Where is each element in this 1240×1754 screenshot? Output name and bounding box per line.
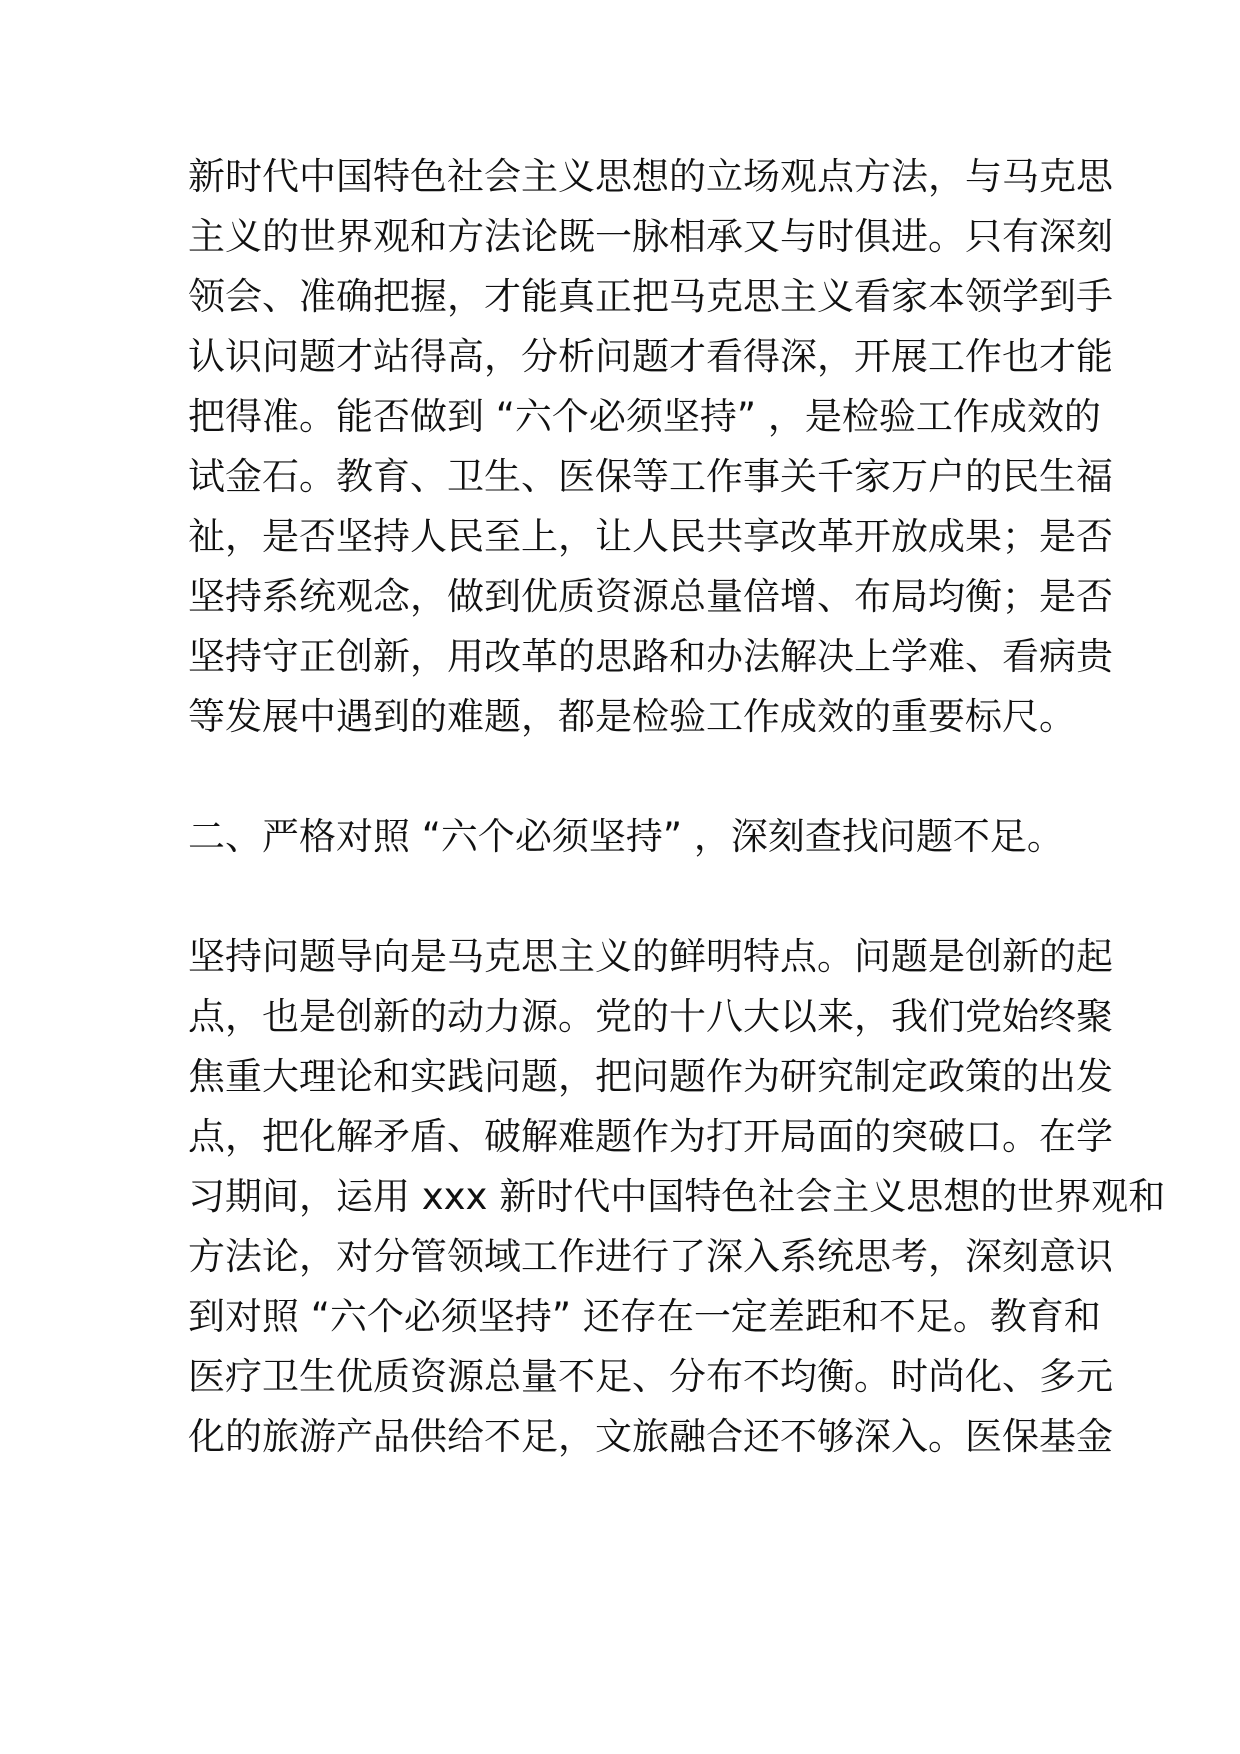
paragraph-1-line-2: 主义的世界观和方法论既一脉相承又与时俱进。只有深刻 [188, 215, 1113, 258]
paragraph-1-line-5: 把得准。能否做到 “六个必须坚持” ，是检验工作成效的 [188, 395, 1101, 438]
paragraph-1-line-9: 坚持守正创新，用改革的思路和办法解决上学难、看病贵 [188, 635, 1113, 678]
paragraph-1-line-3: 领会、准确把握，才能真正把马克思主义看家本领学到手 [188, 275, 1113, 318]
paragraph-2-line-1: 坚持问题导向是马克思主义的鲜明特点。问题是创新的起 [188, 935, 1113, 978]
paragraph-2-line-9: 化的旅游产品供给不足，文旅融合还不够深入。医保基金 [188, 1415, 1113, 1458]
paragraph-1-line-10: 等发展中遇到的难题，都是检验工作成效的重要标尺。 [188, 695, 1076, 738]
paragraph-2-line-2: 点，也是创新的动力源。党的十八大以来，我们党始终聚 [188, 995, 1113, 1038]
paragraph-1-line-6: 试金石。教育、卫生、医保等工作事关千家万户的民生福 [188, 455, 1113, 498]
paragraph-2-line-6: 方法论，对分管领域工作进行了深入系统思考，深刻意识 [188, 1235, 1113, 1278]
paragraph-2-line-4: 点，把化解矛盾、破解难题作为打开局面的突破口。在学 [188, 1115, 1113, 1158]
paragraph-2-line-5: 习期间，运用 xxx 新时代中国特色社会主义思想的世界观和 [188, 1175, 1166, 1218]
paragraph-1-line-8: 坚持系统观念，做到优质资源总量倍增、布局均衡；是否 [188, 575, 1113, 618]
paragraph-2-line-7: 到对照 “六个必须坚持” 还存在一定差距和不足。教育和 [188, 1295, 1101, 1338]
paragraph-2-line-3: 焦重大理论和实践问题，把问题作为研究制定政策的出发 [188, 1055, 1113, 1098]
paragraph-1-line-1: 新时代中国特色社会主义思想的立场观点方法，与马克思 [188, 155, 1113, 198]
paragraph-2-line-8: 医疗卫生优质资源总量不足、分布不均衡。时尚化、多元 [188, 1355, 1113, 1398]
paragraph-1-line-4: 认识问题才站得高，分析问题才看得深，开展工作也才能 [188, 335, 1113, 378]
paragraph-1-line-7: 祉，是否坚持人民至上，让人民共享改革开放成果；是否 [188, 515, 1113, 558]
section-heading: 二、严格对照 “六个必须坚持” ，深刻查找问题不足。 [188, 815, 1064, 858]
